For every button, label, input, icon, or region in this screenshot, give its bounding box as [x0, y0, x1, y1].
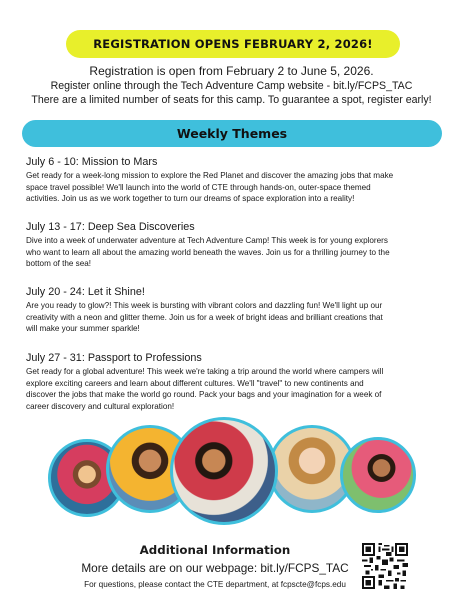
theme-description [26, 235, 441, 270]
theme-week-4 [26, 352, 441, 412]
registration-link-line: Register online through the Tech Adventure Camp website - bit.ly/FCPS_TAC [50, 79, 413, 92]
theme-description [26, 366, 441, 412]
theme-line: will make your summer sparkle! [26, 324, 140, 334]
theme-line: Get ready for a global adventure! This week we're taking a trip around the world where campers will [26, 367, 384, 376]
theme-heading: July 20 - 24: Let it Shine! [26, 286, 145, 298]
theme-description [26, 170, 441, 205]
theme-line: Dive into a week of underwater adventure at Tech Adventure Camp! This week is for young explorers [26, 236, 388, 245]
theme-line: career discovery and cultural exploration! [26, 401, 175, 411]
camp-photo-collage [0, 425, 463, 545]
registration-dates: Registration is open from February 2 to June 5, 2026. [89, 64, 374, 78]
theme-heading: July 27 - 31: Passport to Professions [26, 352, 202, 364]
theme-week-1 [26, 156, 441, 205]
theme-heading: July 6 - 10: Mission to Mars [26, 156, 158, 168]
contact-line: For questions, please contact the CTE department, at fcpscte@fcps.edu [84, 580, 346, 589]
camp-photo-center [170, 417, 278, 525]
camp-photo [340, 437, 416, 513]
theme-line: who want to learn all about the amazing world beneath the waves. Join us for a thrilling journey to the [26, 247, 390, 257]
registration-seats-note: There are a limited number of seats for this camp. To guarantee a spot, register early! [31, 94, 432, 107]
theme-line: explore exciting careers and learn about different cultures. We'll "travel" to new continents and [26, 378, 364, 388]
theme-line: creativity with a neon and glitter theme. Join us for a week of bright ideas and brilliant creations that [26, 312, 383, 322]
registration-banner [66, 30, 400, 58]
weekly-themes-title: Weekly Themes [176, 126, 288, 141]
qr-code-icon [362, 543, 408, 589]
additional-info-title: Additional Information [139, 543, 291, 557]
registration-info [0, 64, 463, 108]
theme-line: bottom of the sea! [26, 259, 92, 269]
theme-line: activities. Join us as we work together to turn our dreams of space exploration into a reality! [26, 194, 355, 204]
weekly-themes-banner [22, 120, 442, 147]
theme-line: discover the jobs that make the world go round. Pack your bags and your imagination for a week of [26, 390, 382, 400]
theme-week-3 [26, 286, 441, 335]
webpage-line: More details are on our webpage: bit.ly/FCPS_TAC [81, 561, 349, 575]
theme-line: space travel possible! We'll launch into the world of CTE through hands-on, outer-space themed [26, 182, 371, 192]
theme-line: Are you ready to glow?! This week is bursting with vibrant colors and dazzling fun! We'll light up our [26, 301, 383, 310]
theme-heading: July 13 - 17: Deep Sea Discoveries [26, 221, 195, 233]
theme-description [26, 300, 441, 335]
theme-week-2 [26, 221, 441, 270]
registration-banner-text: REGISTRATION OPENS FEBRUARY 2, 2026! [93, 37, 373, 51]
theme-line: Get ready for a week-long mission to explore the Red Planet and discover the amazing jobs that make [26, 171, 394, 180]
